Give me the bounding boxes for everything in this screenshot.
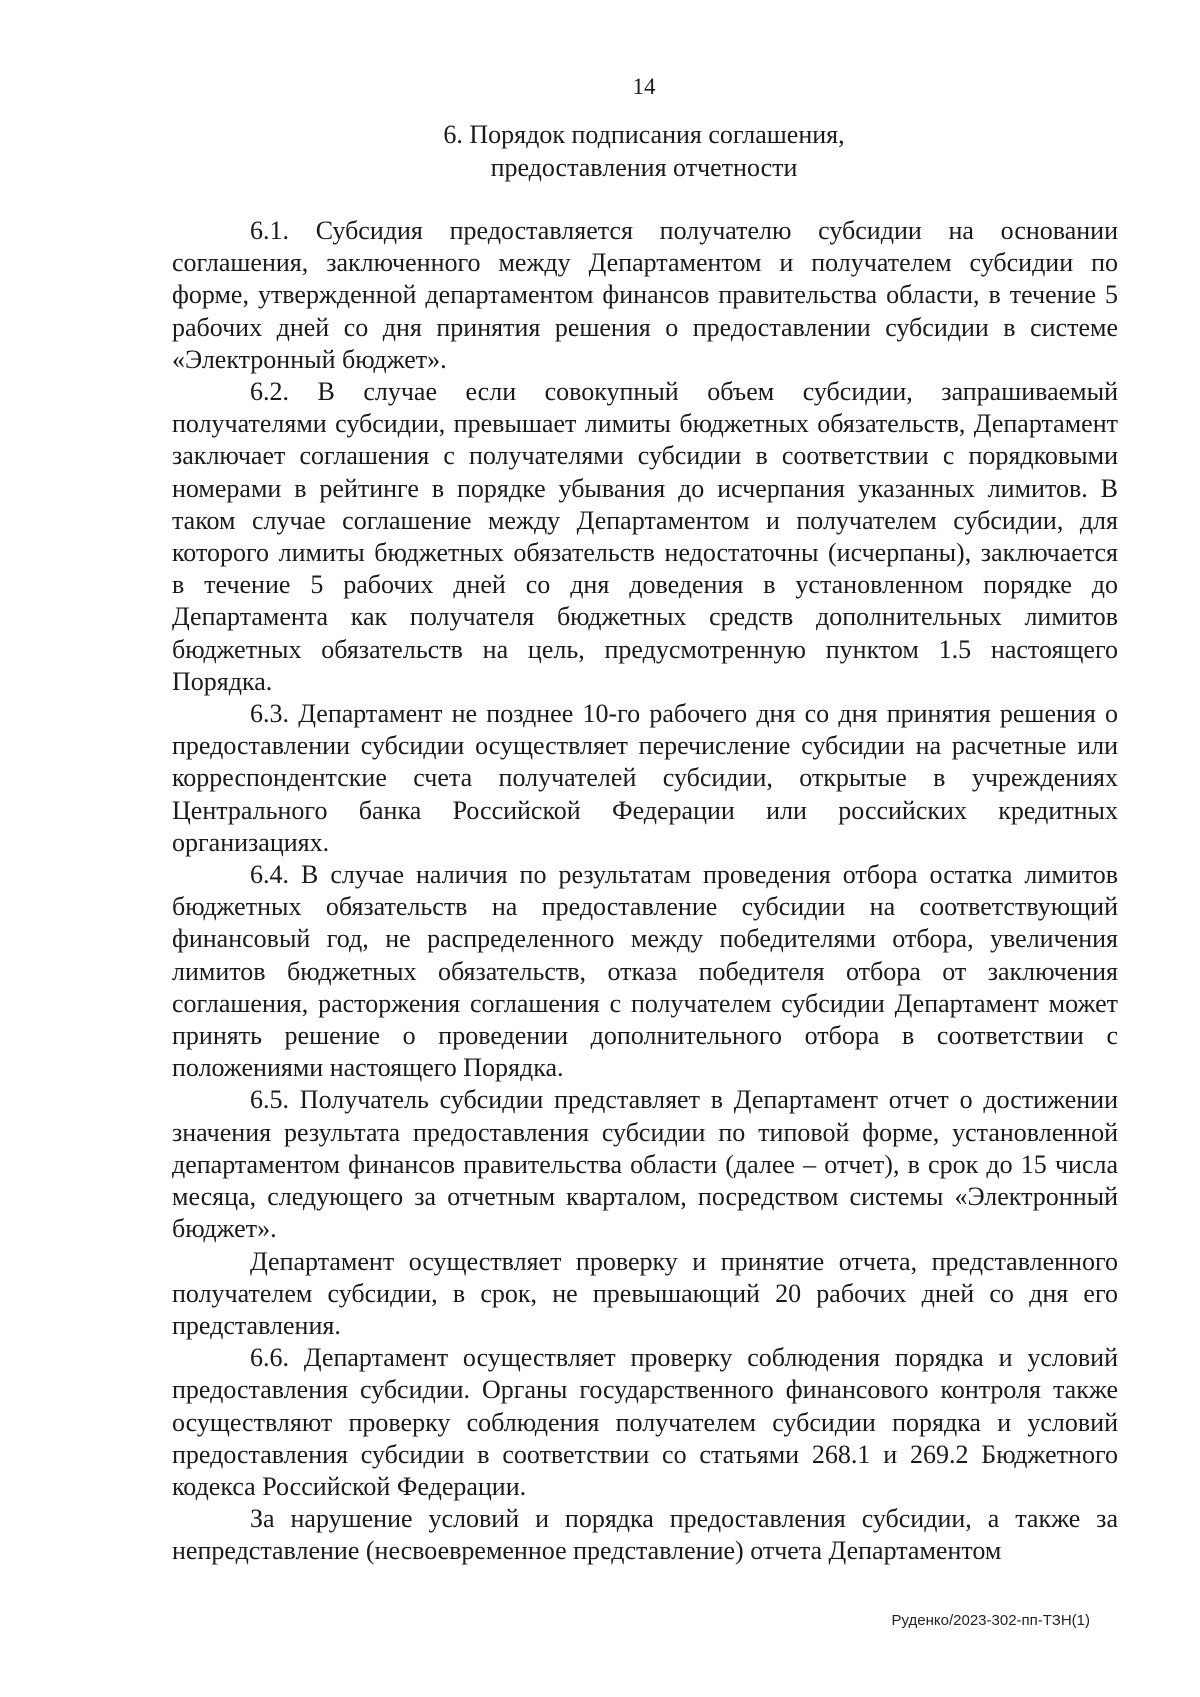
paragraph-6-3: 6.3. Департамент не позднее 10-го рабочего дня со дня принятия решения о предоставлении субсидии осуществляет перечисление субсидии на расчетные или корреспондентские счета получателей субсидии, открытые в учреждениях Центрального банка Российской Федерации или российских кредитных организациях. [172, 699, 1118, 857]
body-text [172, 215, 1118, 1568]
footer-document-code: Руденко/2023-302-пп-ТЗН(1) [891, 1612, 1090, 1629]
page-number: 14 [632, 74, 656, 99]
paragraph-6-1: 6.1. Субсидия предоставляется получателю субсидии на основании соглашения, заключенного между Департаментом и получателем субсидии по форме, утвержденной департаментом финансов правительства области, в течение 5 рабочих дней со дня принятия решения о предоставлении субсидии в системе «Электронный бюджет». [172, 216, 1118, 374]
paragraph-violation: За нарушение условий и порядка предоставления субсидии, а также за непредставление (несвоевременное представление) отчета Департаментом [172, 1504, 1118, 1566]
section-title [44, 118, 1200, 184]
paragraph-6-4: 6.4. В случае наличия по результатам проведения отбора остатка лимитов бюджетных обязательств на предоставление субсидии на соответствующий финансовый год, не распределенного между победителями отбора, увеличения лимитов бюджетных обязательств, отказа победителя отбора от заключения соглашения, расторжения соглашения с получателем субсидии Департамент может принять решение о проведении дополнительного отбора в соответствии с положениями настоящего Порядка. [172, 860, 1118, 1083]
section-title-line-2: предоставления отчетности [490, 153, 798, 182]
paragraph-6-6: 6.6. Департамент осуществляет проверку соблюдения порядка и условий предоставления субсидии. Органы государственного финансового контроля также осуществляют проверку соблюдения получателем субсидии порядка и условий предоставления субсидии в соответствии со статьями 268.1 и 269.2 Бюджетного кодекса Российской Федерации. [172, 1343, 1118, 1501]
paragraph-6-5: 6.5. Получатель субсидии представляет в Департамент отчет о достижении значения результата предоставления субсидии по типовой форме, установленной департаментом финансов правительства области (далее – отчет), в срок до 15 числа месяца, следующего за отчетным кварталом, посредством системы «Электронный бюджет». [172, 1085, 1118, 1244]
paragraph-6-2: 6.2. В случае если совокупный объем субсидии, запрашиваемый получателями субсидии, превышает лимиты бюджетных обязательств, Департамент заключает соглашения с получателями субсидии в соответствии с порядковыми номерами в рейтинге в порядке убывания до исчерпания указанных лимитов. В таком случае соглашение между Департаментом и получателем субсидии, для которого лимиты бюджетных обязательств недостаточны (исчерпаны), заключается в течение 5 рабочих дней со дня доведения в установленном порядке до Департамента как получателя бюджетных средств дополнительных лимитов бюджетных обязательств на цель, предусмотренную пунктом 1.5 настоящего Порядка. [172, 377, 1118, 696]
section-title-line-1: 6. Порядок подписания соглашения, [443, 120, 845, 149]
paragraph-6-5-review: Департамент осуществляет проверку и принятие отчета, представленного получателем субсидии, в срок, не превышающий 20 рабочих дней со дня его представления. [172, 1246, 1118, 1340]
